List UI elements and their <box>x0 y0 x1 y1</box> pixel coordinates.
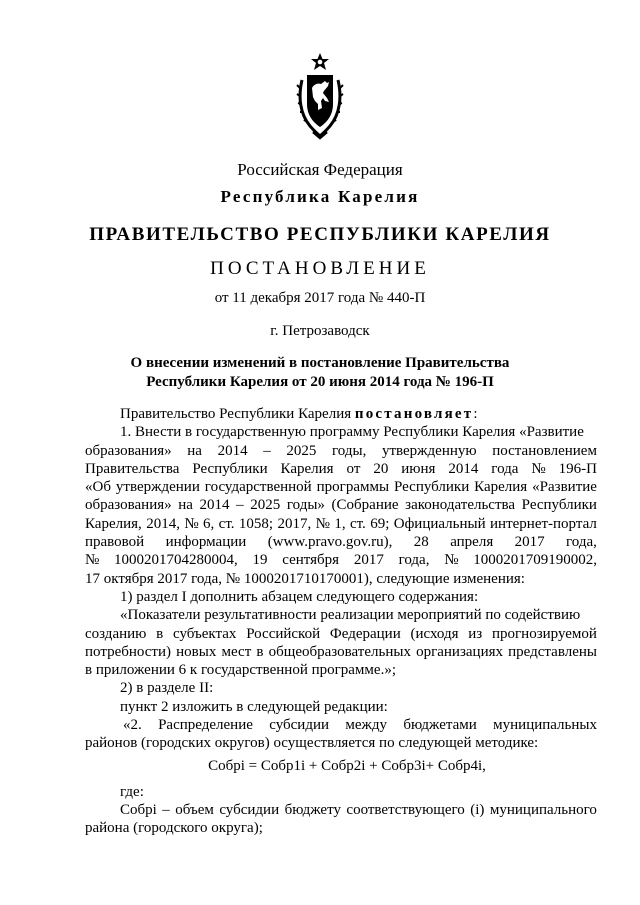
word: годы, <box>332 442 367 459</box>
title-line-1: О внесении изменений в постановление Правительства <box>130 355 510 371</box>
paragraph-3 <box>85 606 597 679</box>
paragraph-1 <box>85 423 597 588</box>
word: № <box>315 515 330 532</box>
word: между <box>345 717 387 734</box>
word: Распределение <box>158 717 253 734</box>
word: организациях <box>416 643 503 660</box>
word: из <box>468 625 483 642</box>
word: муниципальных <box>493 717 597 734</box>
document-body <box>85 405 597 838</box>
word: «Развитие <box>532 479 597 496</box>
word: субсидии <box>269 717 329 734</box>
word: на <box>178 497 193 514</box>
word: 1000201704280004, <box>114 552 238 569</box>
republic-label: Республика Карелия <box>220 187 420 206</box>
word: 2025 <box>250 497 281 514</box>
word: субъектах <box>173 625 237 642</box>
word: 2014 <box>217 442 248 459</box>
word: правовой <box>85 534 145 551</box>
word: – <box>263 442 271 459</box>
word: в <box>156 625 164 642</box>
word: – <box>162 801 170 818</box>
word: информации <box>165 534 247 551</box>
intro-text: Правительство Республики Карелия <box>120 406 355 422</box>
word: № <box>531 460 546 477</box>
paragraph-line <box>85 716 597 734</box>
word: утверждении <box>115 479 200 496</box>
formula: Собрi = Собр1i + Собр2i + Собр3i+ Собр4i, <box>208 757 486 774</box>
word: прогнозируемой <box>492 625 597 642</box>
word: Собрi <box>120 801 157 818</box>
word: ст. <box>218 515 235 532</box>
word: объем <box>175 801 214 818</box>
word: на <box>187 442 202 459</box>
word: Карелия <box>474 479 528 496</box>
paragraph-line <box>85 551 597 569</box>
word: № <box>85 552 100 569</box>
word: 20 <box>373 460 389 477</box>
where-label: где: <box>120 783 144 800</box>
paragraph-line <box>85 533 597 551</box>
word: мест <box>221 643 252 660</box>
word: 196-П <box>558 460 597 477</box>
title-line-2: Республики Карелия от 20 июня 2014 года № 196-П <box>146 374 494 390</box>
word: 2025 <box>286 442 317 459</box>
paragraph-5: пункт 2 изложить в следующей редакции: <box>120 698 388 715</box>
government-heading: ПРАВИТЕЛЬСТВО РЕСПУБЛИКИ КАРЕЛИЯ <box>89 224 551 245</box>
word: бюджету <box>284 801 341 818</box>
paragraph-line: «Показатели результативности реализации мероприятий по содействию <box>120 607 581 624</box>
word: утвержденную <box>381 442 477 459</box>
word: 2014 <box>199 497 230 514</box>
word: 2017 <box>514 534 545 551</box>
paragraph-line: 1. Внести в государственную программу Республики Карелия «Развитие <box>120 424 584 441</box>
word: представлены <box>508 643 597 660</box>
date-number-line: от 11 декабря 2017 года № 440-П <box>214 290 426 306</box>
word: апреля <box>450 534 494 551</box>
word: бюджетами <box>403 717 477 734</box>
word: Официальный <box>393 515 486 532</box>
word: государственной <box>204 479 312 496</box>
word: муниципального <box>489 801 597 818</box>
word: законодательства <box>405 497 516 514</box>
paragraph-line <box>85 643 597 661</box>
word: образования» <box>85 497 172 514</box>
word: общеобразовательных <box>268 643 411 660</box>
paragraph-7 <box>85 801 597 838</box>
word: 28 <box>413 534 429 551</box>
word: 1058; <box>238 515 274 532</box>
word: (Собрание <box>331 497 399 514</box>
document-title <box>0 354 640 392</box>
intro-paragraph <box>85 405 597 423</box>
word: – <box>236 497 244 514</box>
city-label: г. Петрозаводск <box>270 323 370 339</box>
word: (i) <box>470 801 485 818</box>
word: образования» <box>85 442 172 459</box>
word: «2. <box>123 717 142 734</box>
word: 1, <box>334 515 346 532</box>
word: Правительства <box>85 460 180 477</box>
paragraph-6 <box>85 716 597 753</box>
word: года, <box>566 534 597 551</box>
paragraph-line <box>85 515 597 533</box>
paragraph-4: 2) в разделе II: <box>120 680 214 697</box>
paragraph-line <box>85 625 597 643</box>
paragraph-line: районов (городских округов) осуществляется по следующей методике: <box>85 735 539 752</box>
word: от <box>346 460 361 477</box>
word: постановлением <box>492 442 597 459</box>
word: Карелия, <box>85 515 142 532</box>
document-type-heading: ПОСТАНОВЛЕНИЕ <box>210 258 430 279</box>
word: в <box>256 643 264 660</box>
word: июня <box>401 460 436 477</box>
word: соответствующего <box>346 801 465 818</box>
paragraph-line: района (городского округа); <box>85 820 263 837</box>
word: № <box>184 515 199 532</box>
word: года, <box>398 552 430 569</box>
paragraph-line <box>85 478 597 496</box>
word: 6, <box>203 515 215 532</box>
paragraph-line <box>85 496 597 514</box>
word: 2017 <box>353 552 384 569</box>
word: 19 <box>252 552 268 569</box>
word: (www.pravo.gov.ru), <box>267 534 393 551</box>
paragraph-line: 17 октября 2017 года, № 1000201710170001), следующие изменения: <box>85 570 525 587</box>
word: (исходя <box>410 625 459 642</box>
word: годы» <box>286 497 325 514</box>
word: ст. <box>349 515 366 532</box>
karelia-coat-of-arms-emblem <box>296 52 344 142</box>
word: потребности) <box>85 643 171 660</box>
intro-colon: : <box>473 406 478 422</box>
word: Российской <box>246 625 321 642</box>
word: интернет-портал <box>490 515 597 532</box>
word: Республики <box>192 460 268 477</box>
word: Карелия <box>280 460 334 477</box>
paragraph-line <box>85 442 597 460</box>
word: года <box>491 460 519 477</box>
paragraph-line <box>85 460 597 478</box>
word: сентября <box>282 552 340 569</box>
word: субсидии <box>219 801 280 818</box>
word: Федерации <box>329 625 401 642</box>
word: 1000201709190002, <box>473 552 597 569</box>
word: 2017, <box>277 515 312 532</box>
word: Республики <box>393 479 470 496</box>
federation-label: Российская Федерация <box>237 160 403 179</box>
word: новых <box>176 643 217 660</box>
paragraph-2: 1) раздел I дополнить абзацем следующего содержания: <box>120 588 479 605</box>
word: «Об <box>85 479 111 496</box>
word: Республики <box>521 497 597 514</box>
word: № <box>444 552 459 569</box>
paragraph-line: в приложении 6 к государственной программе.»; <box>85 662 396 679</box>
word: программы <box>316 479 390 496</box>
word: 69; <box>370 515 390 532</box>
word: 2014, <box>146 515 180 532</box>
paragraph-line <box>85 801 597 819</box>
word: созданию <box>85 625 147 642</box>
intro-decree-word: постановляет <box>354 406 474 422</box>
word: 2014 <box>448 460 479 477</box>
